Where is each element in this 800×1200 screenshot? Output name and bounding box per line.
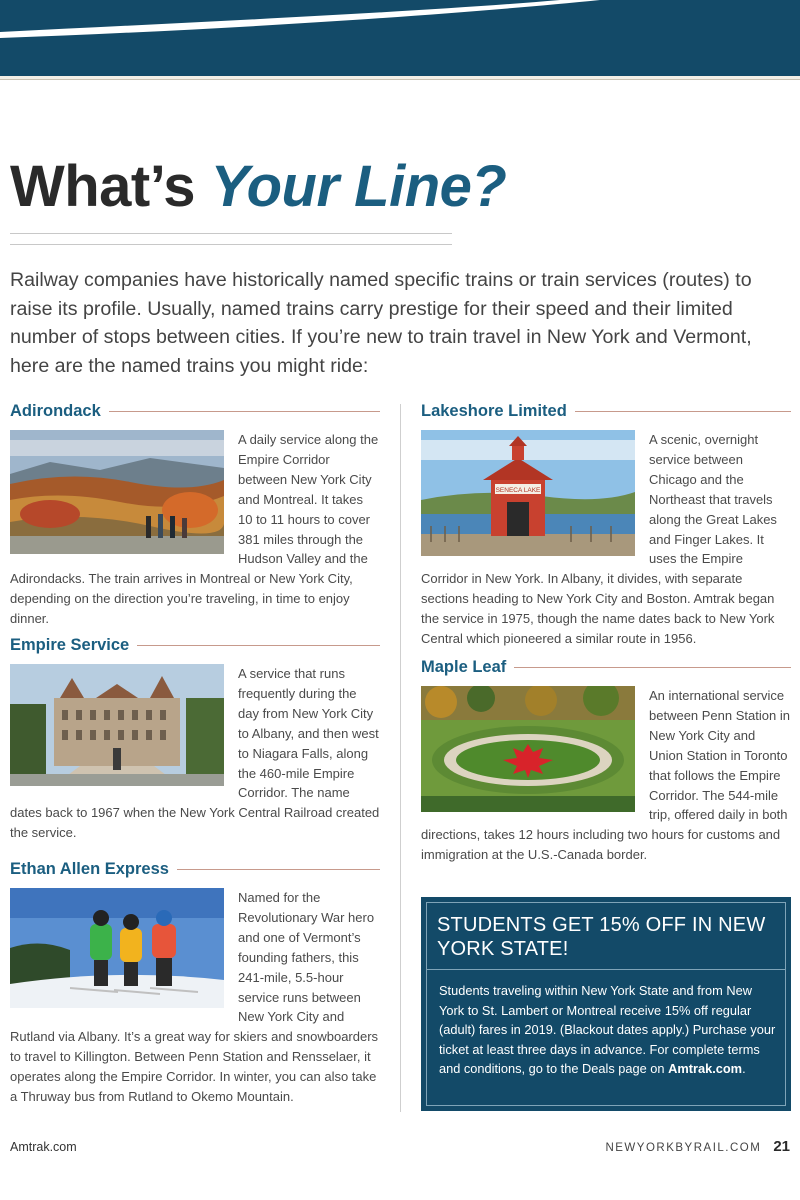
promo-rule	[427, 969, 785, 970]
footer-site-link[interactable]: NEWYORKBYRAIL.COM	[605, 1142, 762, 1154]
title-accent: Your Line?	[210, 154, 507, 219]
title-plain: What’s	[10, 154, 211, 219]
section-body: An international service between Penn Station in New York City and Union Station in Toronto that follows the Empire Corridor. The 544-mile trip, offered daily in both directions, takes 12 hours including two hours for customs and immigration at the U.S.-Canada border.	[421, 688, 790, 863]
adirondack-photo	[10, 430, 224, 554]
section-body: Named for the Revolutionary War hero and one of Vermont’s founding fathers, this 241-mile, 5.5-hour service runs between New York City and Rutland via Albany. It’s a great way for skiers and snowboarders to travel to Killington. Between Penn Station and Rensselaer, it operates along the Empire Corridor. In winter, you can also take a Thruway bus from Rutland to Okemo Mountain.	[10, 890, 379, 1105]
section-title: Ethan Allen Express	[10, 859, 169, 878]
header-band	[0, 0, 800, 76]
promo-body-end: .	[742, 1061, 746, 1077]
section-rule	[109, 411, 380, 412]
swoosh-graphic	[0, 0, 800, 76]
section-empire-service	[10, 634, 380, 843]
intro-paragraph: Railway companies have historically named specific trains or train services (routes) to raise its profile. Usually, named trains carry prestige for their speed and their limited number of stops between cities. If you’re new to train travel in New York and Vermont, here are the named trains you might ride:	[10, 269, 752, 377]
footer-amtrak-link[interactable]: Amtrak.com	[10, 1140, 77, 1154]
promo-heading: STUDENTS GET 15% OFF IN NEW YORK STATE!	[437, 914, 766, 960]
title-underline	[10, 233, 452, 234]
promo-body	[439, 981, 779, 1079]
section-rule	[514, 667, 791, 668]
header-rule	[0, 76, 800, 80]
student-discount-promo	[421, 897, 791, 1111]
promo-body-text: Students traveling within New York State and from New York to St. Lambert or Montreal receive 15% off regular (adult) fares in 2019. (Blackout dates apply.) Purchase your ticket at least three days in advance. For complete terms and conditions, go to the Deals page on	[439, 983, 776, 1077]
section-title: Lakeshore Limited	[421, 401, 567, 420]
section-maple-leaf	[421, 656, 791, 865]
lakeshore-photo-sign: SENECA LAKE	[495, 487, 541, 494]
footer-right	[605, 1138, 790, 1155]
promo-link[interactable]: Amtrak.com	[668, 1061, 743, 1077]
section-title: Empire Service	[10, 635, 130, 654]
section-ethan-allen-express	[10, 858, 380, 1107]
section-rule	[177, 869, 380, 870]
page-title	[10, 150, 506, 224]
lakeshore-photo	[421, 430, 635, 556]
section-adirondack	[10, 400, 380, 629]
section-lakeshore-limited	[421, 400, 791, 649]
page-number: 21	[773, 1138, 790, 1155]
promo-frame	[426, 902, 786, 1106]
ethan-allen-photo	[10, 888, 224, 1008]
section-rule	[137, 645, 380, 646]
section-title: Adirondack	[10, 401, 101, 420]
section-rule	[575, 411, 791, 412]
empire-photo	[10, 664, 224, 786]
title-underline-2	[10, 244, 452, 245]
section-body: A daily service along the Empire Corridor between New York City and Montreal. It takes 10 to 11 hours to cover 381 miles through the Hudson Valley and the Adirondacks. The train arrives in Montreal or New York City, depending on the direction you’re traveling, in time to enjoy dinner.	[10, 432, 379, 627]
section-title: Maple Leaf	[421, 657, 507, 676]
column-divider	[400, 404, 401, 1112]
section-body: A service that runs frequently during the day from New York City to Albany, and then west to Niagara Falls, along the 460-mile Empire Corridor. The name dates back to 1967 when the New York Central Railroad created the service.	[10, 666, 380, 841]
section-body: A scenic, overnight service between Chicago and the Northeast that travels along the Great Lakes and Finger Lakes. It uses the Empire Corridor in New York. In Albany, it divides, with separate sections heading to New York City and Boston. Amtrak began the service in 1975, though the name dates back to New York Central which pioneered a similar route in 1956.	[421, 432, 777, 647]
maple-leaf-photo	[421, 686, 635, 812]
